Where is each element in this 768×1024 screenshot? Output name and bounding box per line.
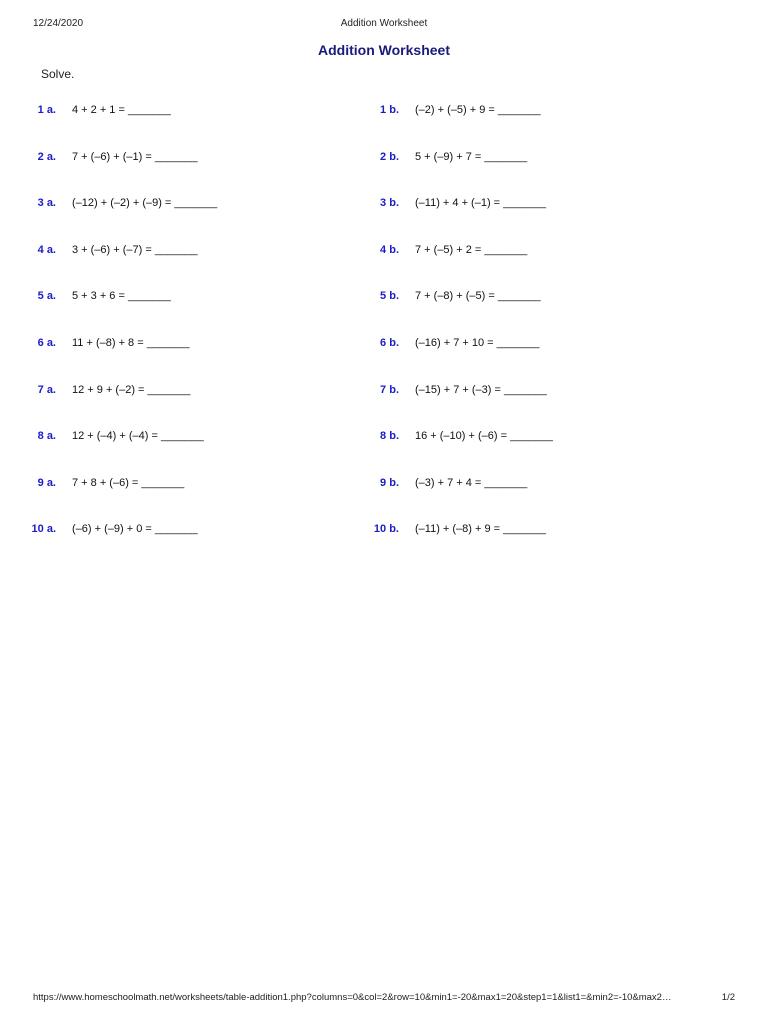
problem-number: 5 a. bbox=[37, 290, 56, 302]
page-number: 1/2 bbox=[721, 992, 735, 1003]
problem-expression: (–6) + (–9) + 0 = _______ bbox=[72, 523, 198, 535]
problem-number: 2 a. bbox=[37, 151, 56, 163]
problem-number: 8 b. bbox=[380, 430, 399, 442]
problem-expression: 5 + (–9) + 7 = _______ bbox=[415, 151, 528, 163]
print-header-title: Addition Worksheet bbox=[340, 18, 428, 29]
footer-url[interactable]: https://www.homeschoolmath.net/worksheets/table-addition1.php?columns=0&col=2&row=10&min1=-20&max1=20&step1=1&list1=&min2=-10&max2… bbox=[33, 992, 672, 1003]
problem-number: 4 a. bbox=[37, 244, 56, 256]
problem-expression: 7 + 8 + (–6) = _______ bbox=[72, 477, 185, 489]
problem-number: 10 b. bbox=[373, 523, 399, 535]
problem-6a bbox=[16, 335, 190, 351]
problem-expression: 7 + (–5) + 2 = _______ bbox=[415, 244, 528, 256]
problem-number: 3 b. bbox=[380, 197, 399, 209]
problem-expression: (–2) + (–5) + 9 = _______ bbox=[415, 104, 541, 116]
problem-expression: 4 + 2 + 1 = _______ bbox=[72, 104, 171, 116]
problem-4b bbox=[359, 242, 527, 258]
problem-5a bbox=[16, 288, 171, 304]
problem-number: 2 b. bbox=[380, 151, 399, 163]
problem-9b bbox=[359, 475, 527, 491]
problem-number: 9 b. bbox=[380, 477, 399, 489]
problem-number: 6 a. bbox=[37, 337, 56, 349]
problem-number: 7 b. bbox=[380, 384, 399, 396]
problem-number: 6 b. bbox=[380, 337, 399, 349]
problem-expression: (–16) + 7 + 10 = _______ bbox=[415, 337, 540, 349]
problem-expression: 12 + 9 + (–2) = _______ bbox=[72, 384, 191, 396]
problem-expression: 5 + 3 + 6 = _______ bbox=[72, 290, 171, 302]
problem-number: 5 b. bbox=[380, 290, 399, 302]
worksheet-title: Addition Worksheet bbox=[318, 42, 450, 58]
problem-1a bbox=[16, 102, 171, 118]
print-date: 12/24/2020 bbox=[33, 18, 84, 29]
problem-4a bbox=[16, 242, 198, 258]
problem-2b bbox=[359, 149, 527, 165]
instructions: Solve. bbox=[41, 67, 75, 81]
problem-3b bbox=[359, 195, 546, 211]
problem-expression: 16 + (–10) + (–6) = _______ bbox=[415, 430, 553, 442]
problem-6b bbox=[359, 335, 539, 351]
problem-expression: (–15) + 7 + (–3) = _______ bbox=[415, 384, 547, 396]
problem-expression: 11 + (–8) + 8 = _______ bbox=[72, 337, 190, 349]
problem-expression: 12 + (–4) + (–4) = _______ bbox=[72, 430, 204, 442]
problem-expression: (–3) + 7 + 4 = _______ bbox=[415, 477, 528, 489]
problem-1b bbox=[359, 102, 541, 118]
problem-expression: 7 + (–6) + (–1) = _______ bbox=[72, 151, 198, 163]
problem-expression: (–12) + (–2) + (–9) = _______ bbox=[72, 197, 218, 209]
problem-7b bbox=[359, 382, 547, 398]
problem-number: 7 a. bbox=[37, 384, 56, 396]
problem-expression: (–11) + (–8) + 9 = _______ bbox=[415, 523, 546, 535]
problem-number: 8 a. bbox=[37, 430, 56, 442]
problem-10b bbox=[359, 521, 546, 537]
problem-number: 3 a. bbox=[37, 197, 56, 209]
problem-5b bbox=[359, 288, 541, 304]
problem-9a bbox=[16, 475, 184, 491]
problem-3a bbox=[16, 195, 217, 211]
problem-number: 1 b. bbox=[380, 104, 399, 116]
problem-expression: (–11) + 4 + (–1) = _______ bbox=[415, 197, 546, 209]
problem-10a bbox=[16, 521, 198, 537]
problem-number: 10 a. bbox=[31, 523, 56, 535]
problem-number: 9 a. bbox=[37, 477, 56, 489]
problem-expression: 7 + (–8) + (–5) = _______ bbox=[415, 290, 541, 302]
problem-8b bbox=[359, 428, 553, 444]
problem-8a bbox=[16, 428, 204, 444]
problem-number: 4 b. bbox=[380, 244, 399, 256]
problem-7a bbox=[16, 382, 190, 398]
problem-2a bbox=[16, 149, 198, 165]
problem-expression: 3 + (–6) + (–7) = _______ bbox=[72, 244, 198, 256]
problem-number: 1 a. bbox=[37, 104, 56, 116]
